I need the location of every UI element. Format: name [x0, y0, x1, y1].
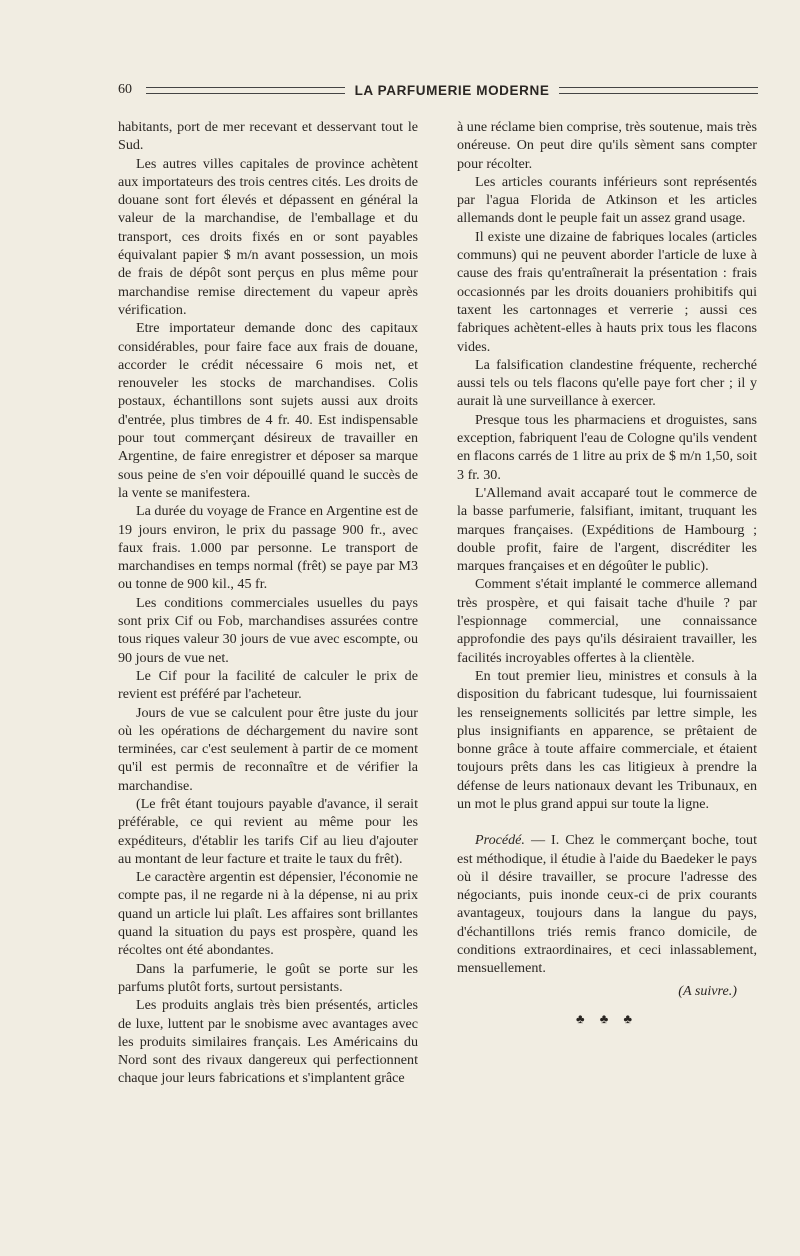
paragraph: La durée du voyage de France en Argentine est de 19 jours environ, le prix du passage 900 fr., avec faux frais. 1.000 par personne. Le transport de marchandises en temps normal (frêt) se paye par M3 ou tonne de 900 kil., 45 fr. — [118, 503, 418, 593]
right-column — [457, 118, 757, 1028]
paragraph: Comment s'était implanté le commerce allemand très prospère, et qui faisait tache d'huile ? par l'espionnage commercial, une connaissance approfondie des pays qu'ils désiraient travailler, les facilités incroyables offertes à la clientèle. — [457, 576, 757, 666]
procede-text: — I. Chez le commerçant boche, tout est méthodique, il étudie à l'aide du Baedeker le pays où il désire travailler, se procure l'adresse des négociants, puis inonde ceux-ci de prix courants avantageux, toujours dans la langue du pays, d'échantillons triés remis franco domicile, de conditions extraordinaires, et ceci inlassablement, mensuellement. — [457, 832, 757, 977]
running-title: LA PARFUMERIE MODERNE — [354, 82, 550, 98]
header-rule-right — [559, 87, 758, 94]
ornament: ♣ ♣ ♣ — [575, 1010, 639, 1026]
paragraph: Les conditions commerciales usuelles du pays sont prix Cif ou Fob, marchandises assurées contre tous riques valeur 30 jours de vue avec escompte, ou 90 jours de vue net. — [118, 594, 418, 666]
procede-paragraph — [457, 831, 757, 977]
procede-label: Procédé. — [475, 832, 525, 849]
paragraph: La falsification clandestine fréquente, recherché aussi tels ou tels flacons qu'elle paye fort cher ; il y aurait là une surveillance à exercer. — [457, 356, 757, 410]
paragraph: (Le frêt étant toujours payable d'avance, il serait préférable, ce qui revient au même pour les expéditeurs, d'établir les tarifs Cif au lieu d'ajouter au montant de leur facture et traite le taux du frêt). — [118, 795, 418, 867]
paragraph: Le Cif pour la facilité de calculer le prix de revient est préféré par l'acheteur. — [118, 667, 418, 703]
page-number: 60 — [118, 82, 132, 97]
page-header — [118, 80, 758, 100]
paragraph: Dans la parfumerie, le goût se porte sur les parfums plutôt forts, surtout persistants. — [118, 960, 418, 995]
paragraph: Il existe une dizaine de fabriques locales (articles communs) qui ne peuvent aborder l'article de luxe à cause des frais qu'entraînerait la présentation : frais occasionnés par les droits douaniers prohibitifs qui taxent les cartonnages et verrerie ; aussi ces fabriques achètent-elles à hauts prix tous les flacons vides. — [457, 228, 757, 355]
paragraph: Les produits anglais très bien présentés, articles de luxe, luttent par le snobisme avec avantages avec les produits similaires français. Les Américains du Nord sont des rivaux dangereux qui perfectionnent chaque jour leurs fabrications et s'implantent grâce — [118, 997, 418, 1087]
paragraph: Presque tous les pharmaciens et droguistes, sans exception, fabriquent l'eau de Cologne qu'ils vendent en flacons carrés de 1 litre au prix de $ m/n 1,50, soit 3 fr. 30. — [457, 411, 757, 483]
paragraph: Les autres villes capitales de province achètent aux importateurs des trois centres cités. Les droits de douane sont fort élevés et dépassent en général la valeur de la marchandise, de l'emballage et du transport, ces droits fixés en or sont payables équivalant papier $ m/n avant possession, un mois de frais de dépôt sont perçus en plus même pour marchandise remise directement du vapeur après vérification. — [118, 155, 418, 318]
paragraph: Etre importateur demande donc des capitaux considérables, pour faire face aux frais de douane, accorder le crédit nécessaire 6 mois net, et renouveler les stocks de marchandises. Colis postaux, échantillons sont sujets aussi aux droits d'entrée, plus timbres de 4 fr. 40. Est indispensable pour tout commerçant désireux de travailler en Argentine, de faire enregistrer et déposer sa marque sous peine de s'en voir dépouillé quand le succès de la vente se manifestera. — [118, 320, 418, 501]
paragraph: Jours de vue se calculent pour être juste du jour où les opérations de déchargement du navire sont terminées, car c'est seulement à partir de ce moment qu'il est permis de reconnaître et de vérifier la marchandise. — [118, 704, 418, 794]
to-be-continued: (A suivre.) — [678, 982, 737, 999]
paragraph: L'Allemand avait accaparé tout le commerce de la basse parfumerie, falsifiant, imitant, truquant les marques françaises. (Expéditions de Hambourg ; double profit, faire de l'argent, discréditer les marques françaises et en dégoûter le public). — [457, 484, 757, 575]
header-rule-left — [146, 87, 345, 94]
paragraph: Le caractère argentin est dépensier, l'économie ne compte pas, il ne regarde ni à la dépense, ni au prix quand un article lui plaît. Les affaires sont brillantes quand la situation du pays est prospère, quand les récoltes ont été abondantes. — [118, 869, 418, 959]
paragraph: à une réclame bien comprise, très soutenue, mais très onéreuse. On peut dire qu'ils sèment sans compter pour récolter. — [457, 119, 757, 172]
paragraph: En tout premier lieu, ministres et consuls à la disposition du fabricant tudesque, lui fournissaient les renseignements sollicités par lettre simple, les plus insignifiants en apparence, se prêtaient de bonne grâce à toute affaire commerciale, et étaient toujours prêts dans les cas litigieux à prendre la défense de leurs nationaux devant les Tribunaux, en un mot le plus grand appui sur toute la ligne. — [457, 667, 757, 812]
paragraph: habitants, port de mer recevant et desservant tout le Sud. — [118, 119, 418, 154]
left-column — [118, 118, 418, 1088]
paragraph: Les articles courants inférieurs sont représentés par l'agua Florida de Atkinson et les articles allemands dont le peuple fait un assez grand usage. — [457, 173, 757, 227]
